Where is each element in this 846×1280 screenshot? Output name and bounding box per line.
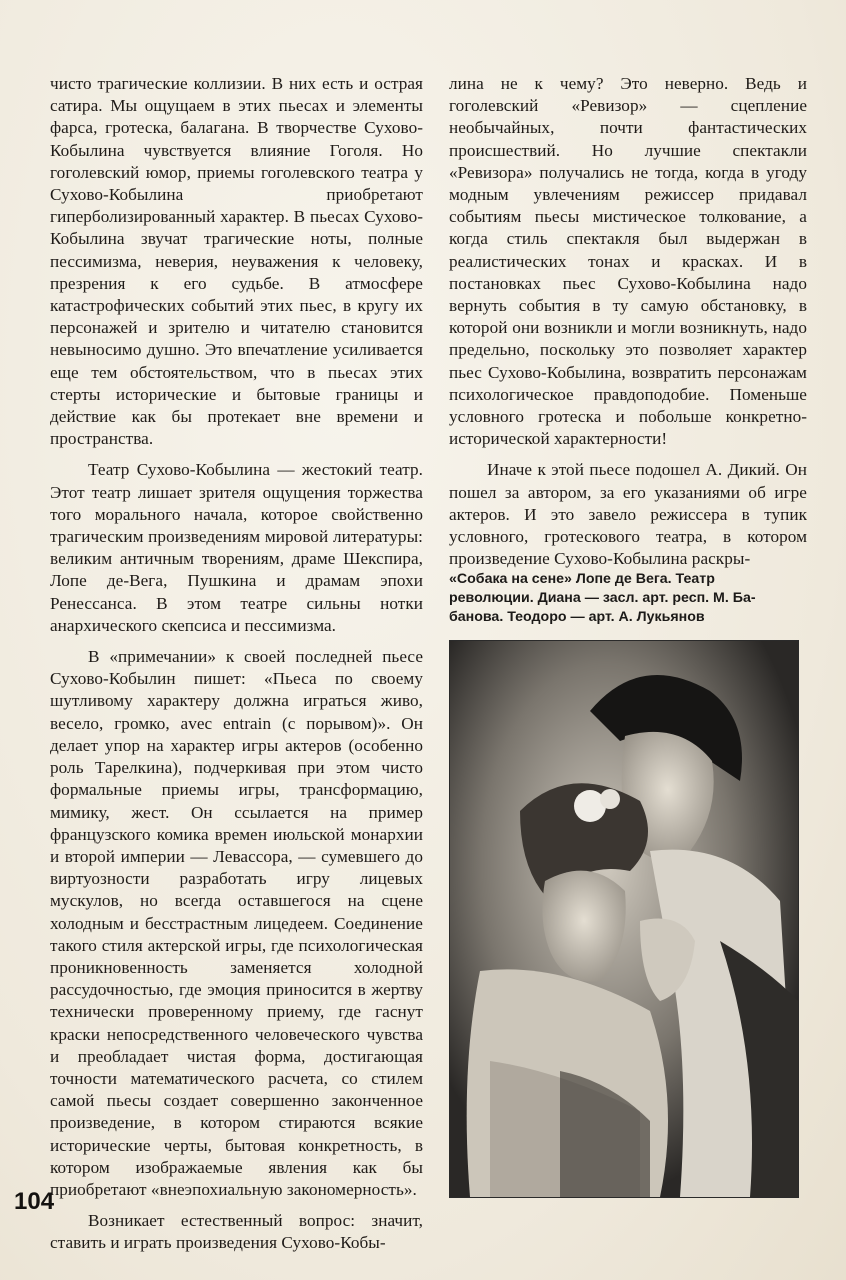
- right-paragraph-1: лина не к чему? Это неверно. Ведь и гоголевский «Ревизор» — сцепление необычайных, почти фантастических происшествий. Но лучшие спектакли «Ревизора» получались не тогда, когда в угоду модным увлечениям режиссер придавал событиям пьесы мистическое толкование, а когда стиль спектакля был выдержан в реалистических тонах и красках. И в постановках пьес Сухово-Кобылина надо вернуть события в ту самую обстановку, в которой они возникли и могли возникнуть, надо предельно, поскольку это позволяет характер пьес Сухово-Кобылина, возвратить персонажам психологическое правдоподобие. Поменьше условного гротеска и побольше конкретно-исторической характерности!: [449, 74, 807, 449]
- right-paragraph-2: Иначе к этой пьесе подошел А. Дикий. Он пошел за автором, за его указаниями об игре актеров. И это завело режиссера в тупик условного, гротескового театра, в котором произведение Сухово-Кобылина раскры-: [449, 460, 807, 569]
- left-paragraph-1: чисто трагические коллизии. В них есть и острая сатира. Мы ощущаем в этих пьесах и элементы фарса, гротеска, балагана. В творчестве Сухово-Кобылина чувствуется влияние Гоголя. Но гоголевский юмор, приемы гоголевского театра у Сухово-Кобылина приобретают гиперболизированный характер. В пьесах Сухово-Кобылина звучат трагические ноты, полные пессимизма, неверия, неуважения к человеку, презрения к его судьбе. В атмосфере катастрофических событий этих пьес, в кругу их персонажей и зрителю и читателю становится невыносимо душно. Это впечатление усиливается еще тем обстоятельством, что в пьесах этих стерты исторические и бытовые границы и действие как бы протекает вне времени и пространства.: [50, 74, 423, 449]
- caption-line-3: банова. Теодоро — арт. А. Лукьянов: [449, 609, 705, 625]
- photo-caption: [449, 570, 809, 627]
- left-paragraph-4: Возникает естественный вопрос: значит, ставить и играть произведения Сухово-Кобы-: [50, 1211, 423, 1253]
- page-number: 104: [14, 1188, 55, 1215]
- caption-line-1: «Собака на сене» Лопе де Вега. Театр: [449, 571, 715, 587]
- theatre-photo: [449, 640, 799, 1198]
- right-column: [449, 73, 807, 570]
- left-paragraph-3: В «примечании» к своей последней пьесе Сухово-Кобылин пишет: «Пьеса по своему шутливому характеру должна играться живо, весело, громко, avec entrain (с порывом)». Он делает упор на характер игры актеров (особенно роль Тарелкина), подчеркивая при этом чисто формальные приемы игры, трансформацию, мимику, жест. Он ссылается на пример французского комика времен июльской монархии и второй империи — Левассора, — сумевшего до виртуозности разработать игру лицевых мускулов, но всегда оставшегося на сцене холодным и бесстрастным лицедеем. Соединение такого стиля актерской игры, где психологическая проникновенность заменяется холодной рассудочностью, где эмоция приносится в жертву технически проверенному приему, где гаснут краски непосредственного человеческого чувства и преобладает чистая форма, достигающая точности математического расчета, со стилем самой пьесы создает совершенно законченное произведение, в котором стираются всякие исторические черты, бытовая конкретность, в котором изображаемые явления как бы приобретают «внеэпохиальную закономерность».: [50, 647, 423, 1199]
- left-paragraph-2: Театр Сухово-Кобылина — жестокий театр. Этот театр лишает зрителя ощущения торжества того морального начала, которое свойственно трагическим произведениям мировой литературы: великим античным творениям, драме Шекспира, Лопе де-Вега, Пушкина и драмам эпохи Ренессанса. В этом театре сильны нотки анархического скепсиса и пессимизма.: [50, 460, 423, 635]
- left-column: [50, 73, 423, 1255]
- caption-line-2: революции. Диана — засл. арт. респ. М. Ба-: [449, 590, 756, 606]
- photo-illustration: [450, 641, 798, 1197]
